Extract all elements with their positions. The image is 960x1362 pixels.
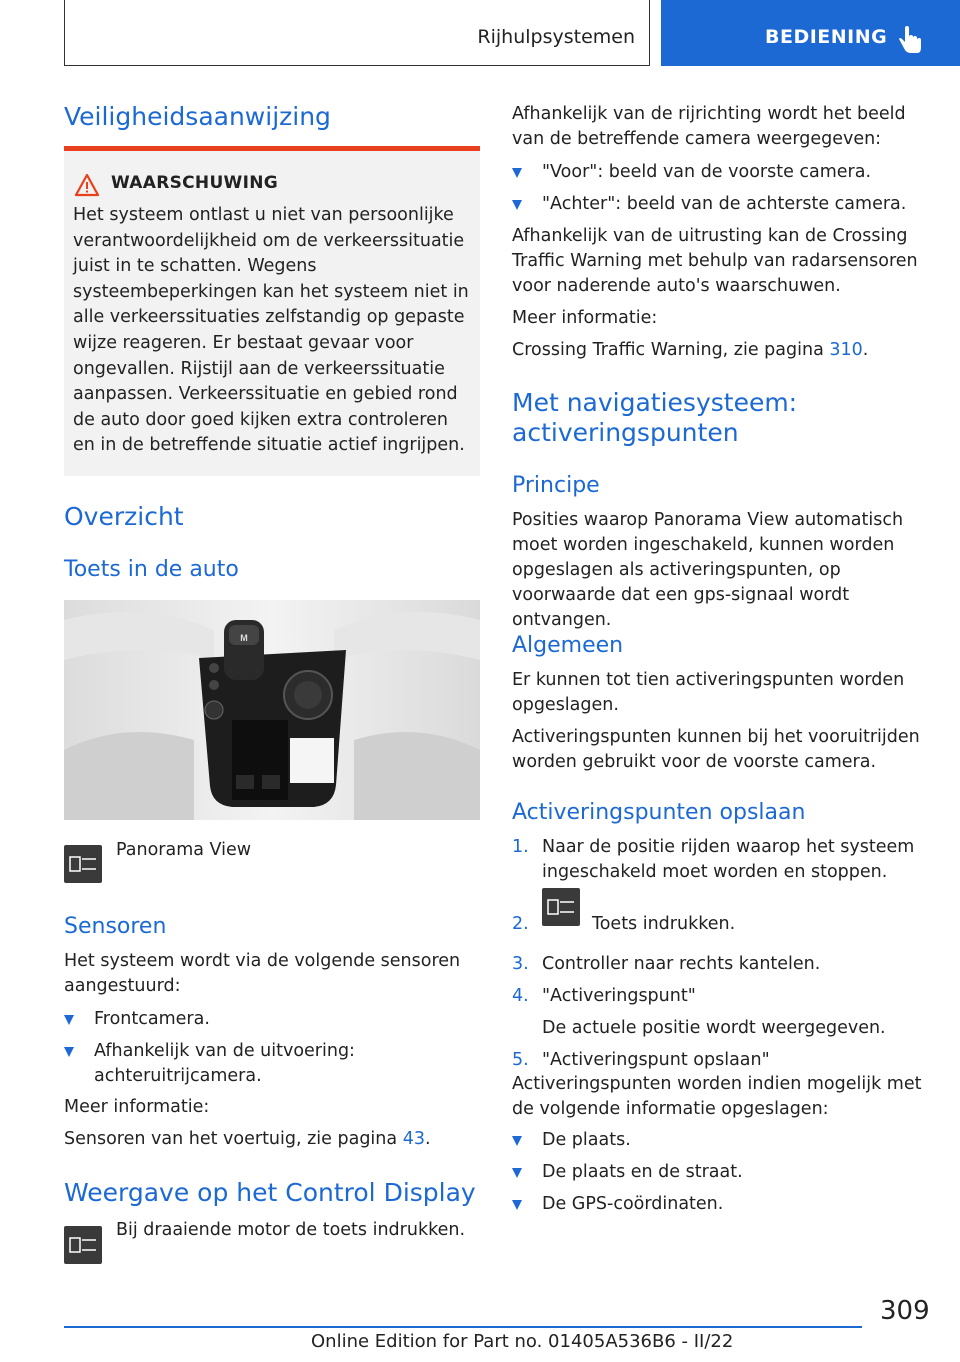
save-steps-list bbox=[512, 835, 930, 1073]
heading-overview: Overzicht bbox=[64, 502, 184, 531]
footer-divider bbox=[64, 1326, 862, 1328]
display-instruction: Bij draaiende motor de toets indrukken. bbox=[116, 1220, 466, 1240]
heading-navigation: Met navigatiesysteem: activeringspunten bbox=[512, 388, 798, 447]
heading-button-in-car: Toets in de auto bbox=[64, 557, 239, 582]
bullet-triangle-icon bbox=[512, 1200, 522, 1210]
warning-text: Het systeem ontlast u niet van persoonlijke verantwoordelijkheid om de verkeerssituatie juist in te schatten. Wegens systeembeperkingen kan het systeem niet in alle verkeerssituaties zelfstandig op gepaste wijze reageren. Er bestaat gevaar voor ongevallen. Rijstijl aan de verkeerssituatie aanpassen. Verkeerssituatie en gebied rond de auto door goed kijken extra controleren en in de betreffende situatie actief ingrijpen. bbox=[73, 205, 469, 456]
footer-edition: Online Edition for Part no. 01405A536B6 - II/22 bbox=[311, 1331, 734, 1352]
step-number: 3. bbox=[512, 954, 529, 974]
list-item bbox=[512, 192, 930, 217]
step-subtext: De actuele positie wordt weergegeven. bbox=[542, 1018, 886, 1038]
panorama-view-key-icon bbox=[64, 845, 102, 883]
svg-text:M: M bbox=[240, 633, 248, 643]
warning-box bbox=[64, 146, 480, 476]
list-item bbox=[512, 952, 930, 977]
heading-principle: Principe bbox=[512, 473, 600, 498]
bullet-triangle-icon bbox=[512, 168, 522, 178]
list-item-text: De GPS-coördinaten. bbox=[542, 1194, 724, 1214]
hand-pointer-icon bbox=[897, 26, 923, 54]
bullet-triangle-icon bbox=[512, 1136, 522, 1146]
list-item bbox=[512, 900, 930, 944]
sensors-page-link[interactable]: 43 bbox=[402, 1129, 425, 1149]
step-text: Controller naar rechts kantelen. bbox=[542, 954, 821, 974]
list-item bbox=[512, 1048, 930, 1073]
crossing-page-link[interactable]: 310 bbox=[829, 340, 863, 360]
heading-safety: Veiligheidsaanwijzing bbox=[64, 102, 331, 131]
principle-text: Posities waarop Panorama View automatisch moet worden ingeschakeld, kunnen worden opgeslagen als activeringspunten, op voorwaarde dat een gps-signaal wordt ontvangen. bbox=[512, 510, 904, 630]
warning-triangle-icon bbox=[74, 173, 100, 197]
list-item bbox=[64, 1039, 480, 1089]
step-number: 2. bbox=[512, 914, 529, 934]
list-item bbox=[512, 1128, 930, 1153]
sensors-list bbox=[64, 1007, 480, 1089]
step-text: Naar de positie rijden waarop het systeem ingeschakeld moet worden en stoppen. bbox=[542, 837, 915, 882]
list-item-text: "Voor": beeld van de voorste camera. bbox=[542, 162, 872, 182]
bullet-triangle-icon bbox=[64, 1047, 74, 1057]
step-text: "Activeringspunt opslaan" bbox=[542, 1050, 770, 1070]
list-item-text: "Achter": beeld van de achterste camera. bbox=[542, 194, 907, 214]
header-chapter-label: BEDIENING bbox=[765, 26, 888, 48]
camera-list bbox=[512, 160, 930, 217]
list-item-text: De plaats en de straat. bbox=[542, 1162, 743, 1182]
sensors-reference: Sensoren van het voertuig, zie pagina 43. bbox=[64, 1129, 431, 1149]
panorama-view-key-icon bbox=[64, 1226, 102, 1264]
crossing-more-info: Meer informatie: bbox=[512, 308, 658, 328]
step-text: "Activeringspunt" bbox=[542, 986, 696, 1006]
list-item bbox=[512, 835, 930, 885]
header-section-title: Rijhulpsystemen bbox=[477, 26, 635, 48]
list-item bbox=[512, 160, 930, 185]
bullet-triangle-icon bbox=[64, 1015, 74, 1025]
heading-sensors: Sensoren bbox=[64, 914, 167, 939]
general-text-1: Er kunnen tot tien activeringspunten worden opgeslagen. bbox=[512, 670, 905, 715]
sensors-intro: Het systeem wordt via de volgende sensoren aangestuurd: bbox=[64, 951, 461, 996]
bullet-triangle-icon bbox=[512, 1168, 522, 1178]
bullet-triangle-icon bbox=[512, 200, 522, 210]
list-item bbox=[512, 1160, 930, 1185]
heading-general: Algemeen bbox=[512, 633, 624, 658]
step-number: 4. bbox=[512, 986, 529, 1006]
list-item bbox=[512, 1192, 930, 1217]
list-item-text: Frontcamera. bbox=[94, 1009, 210, 1029]
crossing-ref-text: Crossing Traffic Warning, zie pagina bbox=[512, 340, 824, 360]
sensors-ref-text: Sensoren van het voertuig, zie pagina bbox=[64, 1129, 398, 1149]
list-item bbox=[64, 1007, 480, 1032]
step-number: 1. bbox=[512, 837, 529, 857]
header-chapter-tab[interactable] bbox=[661, 0, 960, 66]
camera-intro: Afhankelijk van de rijrichting wordt het beeld van de betreffende camera weergegeven: bbox=[512, 104, 906, 149]
heading-save-points: Activeringspunten opslaan bbox=[512, 800, 806, 825]
sensors-more-info: Meer informatie: bbox=[64, 1097, 210, 1117]
car-console-photo bbox=[64, 600, 480, 820]
save-info-text: Activeringspunten worden indien mogelijk met de volgende informatie opgeslagen: bbox=[512, 1074, 922, 1119]
list-item-text: Afhankelijk van de uitvoering: achteruitrijcamera. bbox=[94, 1041, 355, 1086]
warning-title: WAARSCHUWING bbox=[111, 173, 279, 193]
crossing-traffic-text: Afhankelijk van de uitrusting kan de Crossing Traffic Warning met behulp van radarsensoren voor naderende auto's waarschuwen. bbox=[512, 226, 918, 296]
list-item-text: De plaats. bbox=[542, 1130, 631, 1150]
panorama-view-key-icon bbox=[542, 888, 580, 926]
save-info-list bbox=[512, 1128, 930, 1217]
header-section-box bbox=[64, 0, 650, 66]
list-item bbox=[512, 984, 930, 1041]
general-text-2: Activeringspunten kunnen bij het vooruitrijden worden gebruikt voor de voorste camera. bbox=[512, 727, 920, 772]
step-text: Toets indrukken. bbox=[592, 914, 736, 934]
button-caption: Panorama View bbox=[116, 840, 252, 860]
step-number: 5. bbox=[512, 1050, 529, 1070]
crossing-reference: Crossing Traffic Warning, zie pagina 310. bbox=[512, 340, 869, 360]
heading-control-display: Weergave op het Control Display bbox=[64, 1178, 476, 1207]
page-number: 309 bbox=[880, 1296, 930, 1326]
